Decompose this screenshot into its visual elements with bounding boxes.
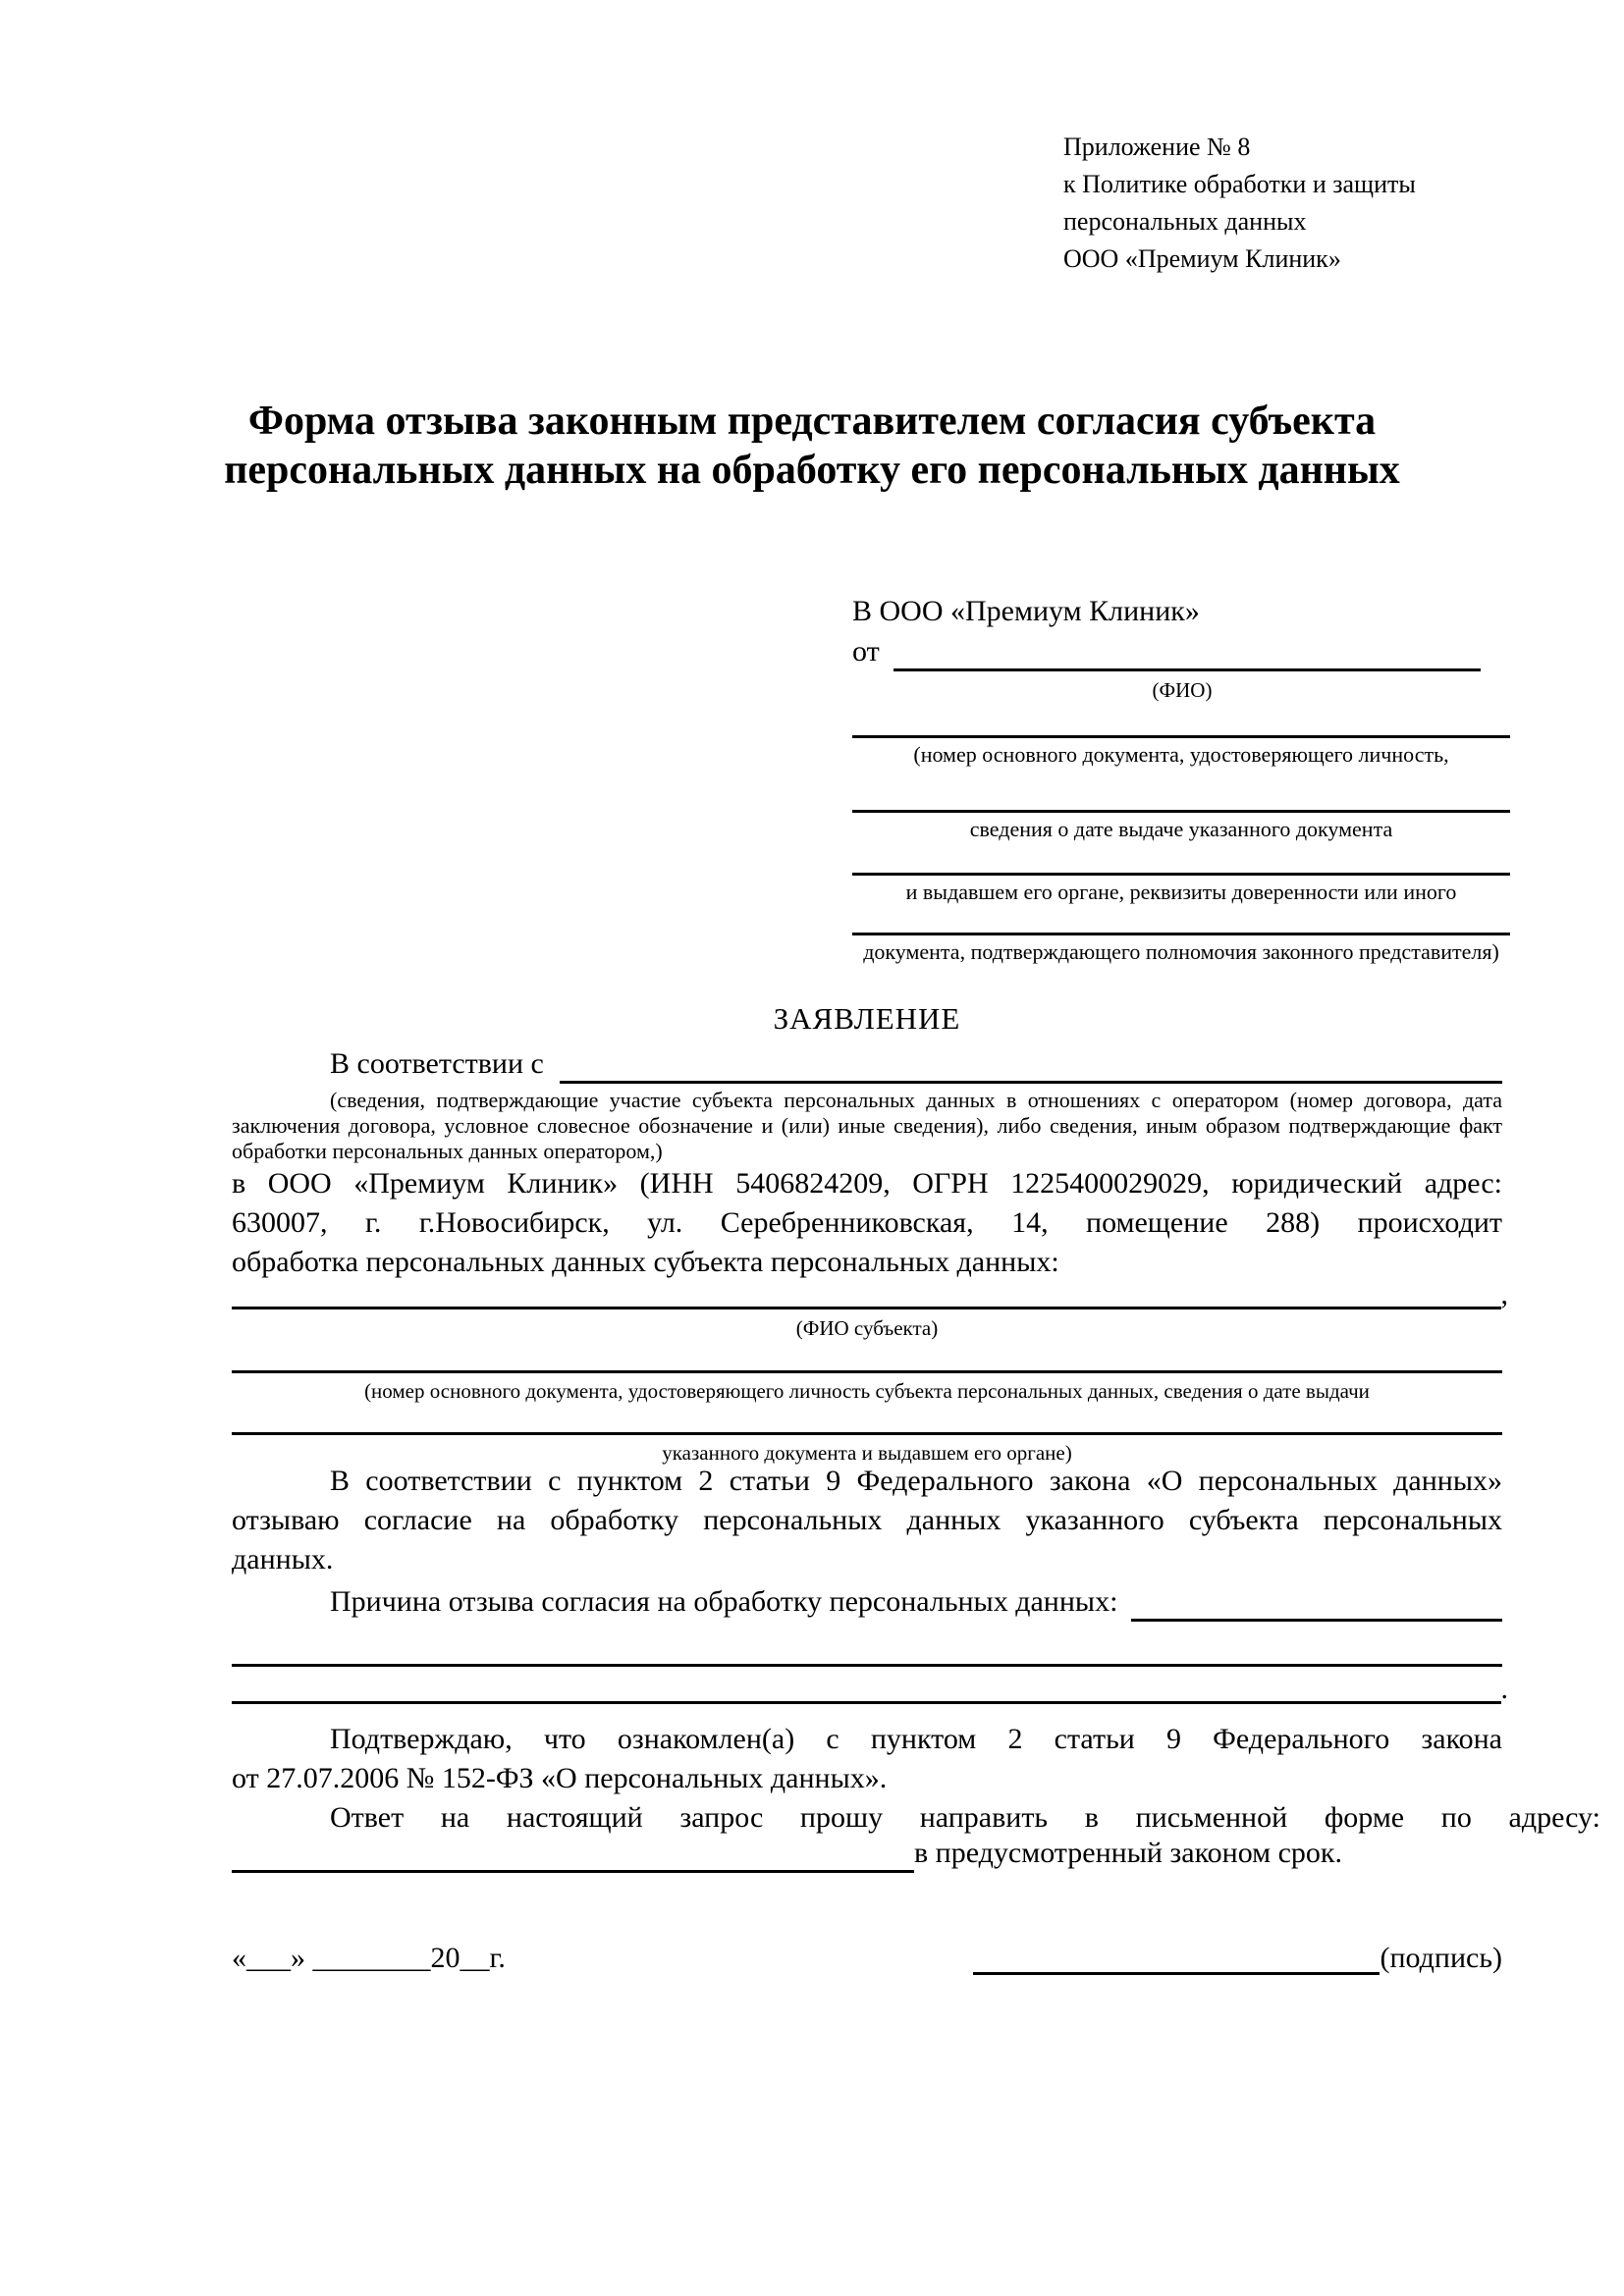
withdrawal-paragraph-line: данных. [232, 1543, 334, 1575]
accordance-field [232, 1046, 1502, 1084]
reason-blank-row [232, 1669, 1508, 1704]
response-paragraph-line: Ответ на настоящий запрос прошу направить в письменной форме по адресу: [330, 1801, 1600, 1834]
subject-fio-blank-line [232, 1271, 1501, 1309]
annex-note [1063, 129, 1416, 278]
representative-doc-blank-line [852, 810, 1510, 813]
confirm-paragraph-line: Подтверждаю, что ознакомлен(а) с пунктом 2 статьи 9 Федерального закона [330, 1723, 1502, 1755]
comma: , [1500, 1278, 1508, 1310]
subject-doc-caption: указанного документа и выдавшем его органе) [662, 1441, 1072, 1465]
annex-note-line: Приложение № 8 [1063, 133, 1251, 161]
representative-doc-blank-line [852, 933, 1510, 935]
subject-doc-blank-line [232, 1370, 1502, 1373]
accordance-note-line: заключения договора, условное словесное обозначение и (или) иные сведения), либо сведения, иным образом подтверждающие факт [232, 1113, 1502, 1138]
operator-paragraph-line: в ООО «Премиум Клиник» (ИНН 5406824209, ОГРН 1225400029029, юридический адрес: [232, 1167, 1502, 1200]
date-field: «___» ________20__г. [232, 1942, 506, 1974]
footer [232, 1932, 1502, 1975]
accordance-label: В соответствии с [330, 1047, 544, 1080]
subject-doc-caption: (номер основного документа, удостоверяющего личность субъекта персональных данных, сведения о дате выдачи [364, 1379, 1370, 1403]
page-title-line: Форма отзыва законным представителем согласия субъекта [247, 399, 1377, 444]
subject-fio-caption: (ФИО субъекта) [795, 1316, 939, 1340]
withdrawal-paragraph-line: В соответствии с пунктом 2 статьи 9 Федерального закона «О персональных данных» [330, 1465, 1502, 1497]
reason-label: Причина отзыва согласия на обработку персональных данных: [330, 1585, 1118, 1618]
withdrawal-paragraph [232, 1462, 1502, 1579]
operator-paragraph-line: 630007, г. г.Новосибирск, ул. Серебренниковская, 14, помещение 288) происходит [232, 1206, 1502, 1239]
addressee-organization: В ООО «Премиум Клиник» [852, 595, 1200, 627]
reason-blank-line [232, 1666, 1501, 1704]
signature-caption: (подпись) [1380, 1942, 1502, 1974]
representative-doc-caption: документа, подтверждающего полномочия законного представителя) [863, 939, 1499, 964]
reason-blank-line [1131, 1579, 1502, 1622]
accordance-note-line: (сведения, подтверждающие участие субъекта персональных данных в отношениях с оператором (номер договора, дата [330, 1088, 1502, 1112]
confirm-paragraph [232, 1720, 1502, 1798]
accordance-blank-line [560, 1043, 1502, 1084]
annex-note-line: персональных данных [1063, 207, 1307, 236]
fio-caption: (ФИО) [1152, 678, 1213, 702]
from-blank-line [893, 631, 1481, 671]
response-address-blank-line [232, 1831, 914, 1873]
subject-fio-blank [232, 1274, 1508, 1309]
representative-doc-caption: (номер основного документа, удостоверяющего личность, [913, 742, 1449, 767]
subject-doc-blank-line [232, 1432, 1502, 1435]
response-address-field [232, 1834, 1502, 1873]
representative-doc-caption: и выдавшем его органе, реквизиты доверенности или иного [905, 880, 1457, 904]
representative-doc-blank-line [852, 873, 1510, 876]
operator-paragraph-line: обработка персональных данных субъекта персональных данных: [232, 1246, 1059, 1278]
operator-paragraph [232, 1164, 1502, 1282]
representative-doc-blank-line [852, 735, 1510, 738]
reason-field [232, 1582, 1502, 1622]
statement-heading: ЗАЯВЛЕНИЕ [773, 1001, 961, 1036]
period: . [1500, 1673, 1508, 1705]
page-title [0, 397, 1624, 495]
withdrawal-paragraph-line: отзываю согласие на обработку персональных данных указанного субъекта персональных [232, 1504, 1502, 1536]
annex-note-line: к Политике обработки и защиты [1063, 170, 1416, 198]
response-tail: в предусмотренный законом срок. [914, 1837, 1342, 1869]
page-title-line: персональных данных на обработку его персональных данных [224, 448, 1400, 493]
accordance-note [232, 1088, 1502, 1164]
from-label: от [852, 635, 880, 667]
signature-blank-line [973, 1972, 1380, 1975]
annex-note-line: ООО «Премиум Клиник» [1063, 244, 1341, 273]
confirm-paragraph-line: от 27.07.2006 № 152-ФЗ «О персональных данных». [232, 1762, 888, 1794]
signature-field [973, 1942, 1502, 1975]
representative-doc-caption: сведения о дате выдаче указанного документа [969, 817, 1393, 841]
from-field [852, 634, 1481, 671]
accordance-note-line: обработки персональных данных оператором,) [232, 1139, 663, 1163]
